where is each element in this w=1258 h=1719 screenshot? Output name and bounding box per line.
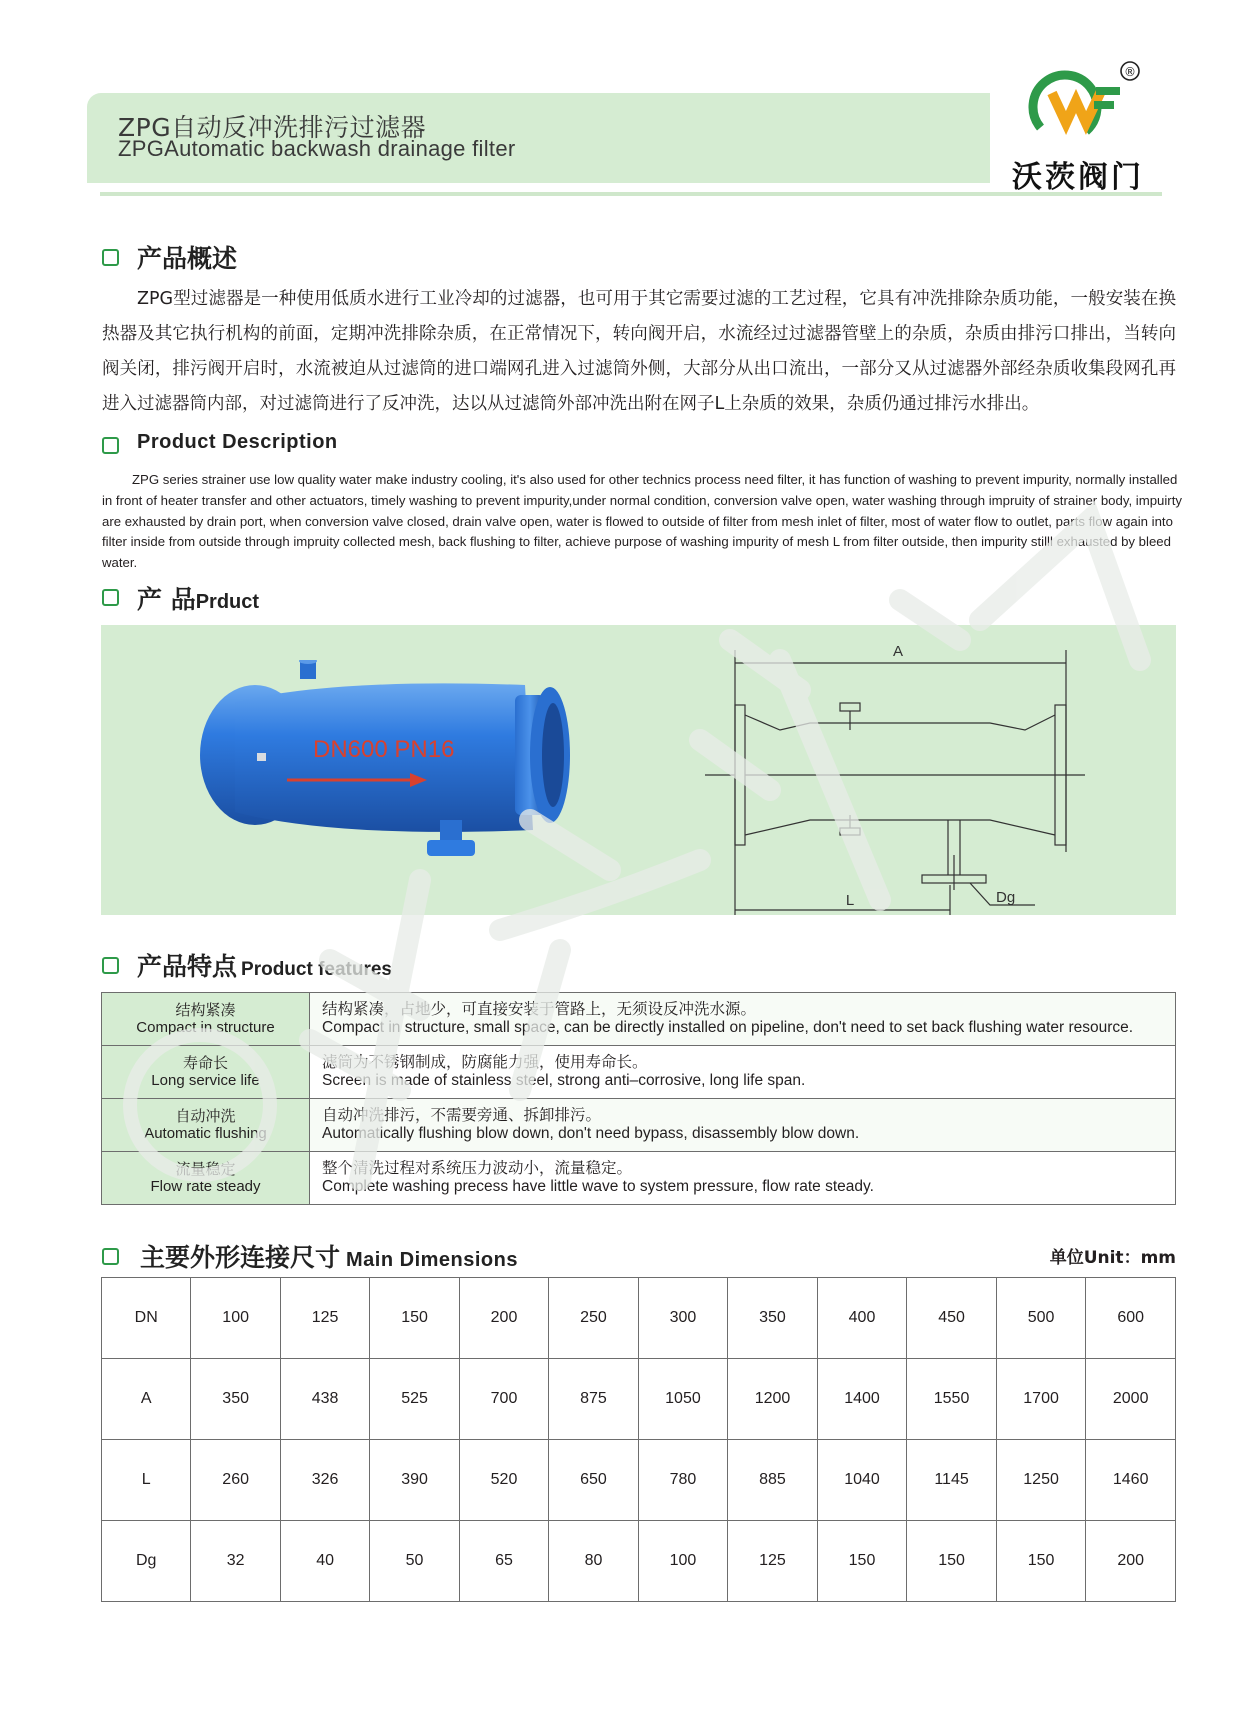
table-cell: 600 [1086,1278,1176,1359]
table-cell: 100 [191,1278,280,1359]
description-text: ZPG series strainer use low quality water make industry cooling, it's also used for other technics process need filter, it has function of washing to prevent impurity, normally installed in front of heater transfer and other actuators, timely washing to prevent impurity,under normal condition, conversion valve open, water washing through impruity of strainer body, impuirty are exhausted by drain port, when conversion valve closed, drain valve open, water is flowed to outside of filter from mesh inlet of filter, most of water flow to outlet, parts flow again into filter inside from outside through impruity collected mesh, back flushing to filter, achieve purpose of washing impurity of mesh L from filter outside, then impurity stilll exhausted by bleed water. [102,472,1182,571]
dimensions-heading: 主要外形连接尺寸 Main Dimensions [140,1243,518,1272]
overview-text: ZPG型过滤器是一种使用低质水进行工业冷却的过滤器，也可用于其它需要过滤的工艺过程，它具有冲洗排除杂质功能，一般安装在换热器及其它执行机构的前面，定期冲洗排除杂质，在正常情况下，转向阀开启，水流经过过滤器管壁上的杂质，杂质由排污口排出，当转向阀关闭，排污阀开启时，水流被迫从过滤筒的进口端网孔进入过滤筒外侧，大部分从出口流出，一部分又从过滤器外部经杂质收集段网孔再进入过滤器筒内部，对过滤筒进行了反冲洗，达以从过滤筒外部冲洗出附在网子L上杂质的效果，杂质仍通过排污水排出。 [102,289,1176,414]
feature-name: 结构紧凑 Compact in structure [102,993,310,1046]
table-cell: 875 [549,1359,638,1440]
svg-text:®: ® [1124,65,1136,79]
table-row [102,1278,1176,1359]
table-cell: 125 [280,1278,369,1359]
table-cell: 350 [191,1359,280,1440]
table-cell: 1040 [817,1440,907,1521]
section-bullet-icon [102,589,119,606]
row-label: L [102,1440,191,1521]
section-bullet-icon [102,437,119,454]
table-cell: 520 [459,1440,548,1521]
table-cell: 1550 [907,1359,997,1440]
table-row [102,1359,1176,1440]
feature-description: 滤筒为不锈钢制成，防腐能力强，使用寿命长。 Screen is made of stainless steel, strong anti–corrosive, long life span. [310,1046,1176,1099]
dimensions-table [101,1277,1176,1602]
table-cell: 650 [549,1440,638,1521]
feature-row [102,993,1176,1046]
table-cell: 1200 [728,1359,818,1440]
drawing-label-a: A [892,643,904,660]
feature-row [102,1152,1176,1205]
table-cell: 150 [907,1521,997,1602]
page-subtitle: ZPGAutomatic backwash drainage filter [118,136,516,161]
table-cell: 150 [817,1521,907,1602]
feature-row [102,1099,1176,1152]
table-cell: 150 [996,1521,1086,1602]
table-cell: 1460 [1086,1440,1176,1521]
table-cell: 150 [370,1278,459,1359]
row-label: A [102,1359,191,1440]
product-body-marking: DN600 PN16 [313,736,455,763]
table-cell: 390 [370,1440,459,1521]
table-cell: 300 [638,1278,728,1359]
section-bullet-icon [102,957,119,974]
feature-name: 自动冲洗 Automatic flushing [102,1099,310,1152]
feature-description: 自动冲洗排污，不需要旁通、拆卸排污。 Automatically flushing blow down, don't need bypass, disassembly blow down. [310,1099,1176,1152]
table-cell: 525 [370,1359,459,1440]
feature-name: 寿命长 Long service life [102,1046,310,1099]
table-cell: 400 [817,1278,907,1359]
table-cell: 500 [996,1278,1086,1359]
feature-description: 结构紧凑，占地少，可直接安装于管路上，无须设反冲洗水源。 Compact in structure, small space, can be directly installed on pipeline, don't need to set back flushing water resource. [310,993,1176,1046]
table-cell: 40 [280,1521,369,1602]
table-cell: 1250 [996,1440,1086,1521]
brand-name: 沃茨阀门 [1012,160,1144,195]
drawing-label-dg: Dg [996,889,1016,906]
table-cell: 2000 [1086,1359,1176,1440]
dimension-drawing [700,630,1100,920]
table-cell: 65 [459,1521,548,1602]
table-cell: 200 [1086,1521,1176,1602]
table-cell: 260 [191,1440,280,1521]
table-row [102,1521,1176,1602]
table-cell: 250 [549,1278,638,1359]
table-cell: 350 [728,1278,818,1359]
feature-name: 流量稳定 Flow rate steady [102,1152,310,1205]
table-cell: 100 [638,1521,728,1602]
section-bullet-icon [102,249,119,266]
features-heading: 产品特点 Product features [137,952,392,981]
table-cell: 32 [191,1521,280,1602]
table-cell: 450 [907,1278,997,1359]
table-cell: 1145 [907,1440,997,1521]
table-cell: 80 [549,1521,638,1602]
table-cell: 780 [638,1440,728,1521]
feature-row [102,1046,1176,1099]
unit-label: 单位Unit：mm [1049,1248,1176,1268]
features-table [101,992,1176,1205]
table-cell: 885 [728,1440,818,1521]
overview-heading: 产品概述 [137,244,238,273]
drawing-label-l: L [845,892,855,909]
section-bullet-icon [102,1248,119,1265]
table-cell: 438 [280,1359,369,1440]
table-cell: 326 [280,1440,369,1521]
table-cell: 700 [459,1359,548,1440]
header-divider [100,192,1162,196]
row-label: DN [102,1278,191,1359]
logo-emblem-icon [1010,55,1170,155]
product-heading: 产 品Prduct [137,585,260,614]
page-title: ZPG自动反冲洗排污过滤器 [118,113,427,142]
feature-description: 整个清洗过程对系统压力波动小，流量稳定。 Complete washing precess have little wave to system pressure, flow rate steady. [310,1152,1176,1205]
table-cell: 200 [459,1278,548,1359]
description-heading: Product Description [137,431,338,453]
product-photo [195,660,605,870]
table-cell: 1400 [817,1359,907,1440]
row-label: Dg [102,1521,191,1602]
table-cell: 50 [370,1521,459,1602]
table-cell: 125 [728,1521,818,1602]
table-cell: 1050 [638,1359,728,1440]
table-row [102,1440,1176,1521]
table-cell: 1700 [996,1359,1086,1440]
